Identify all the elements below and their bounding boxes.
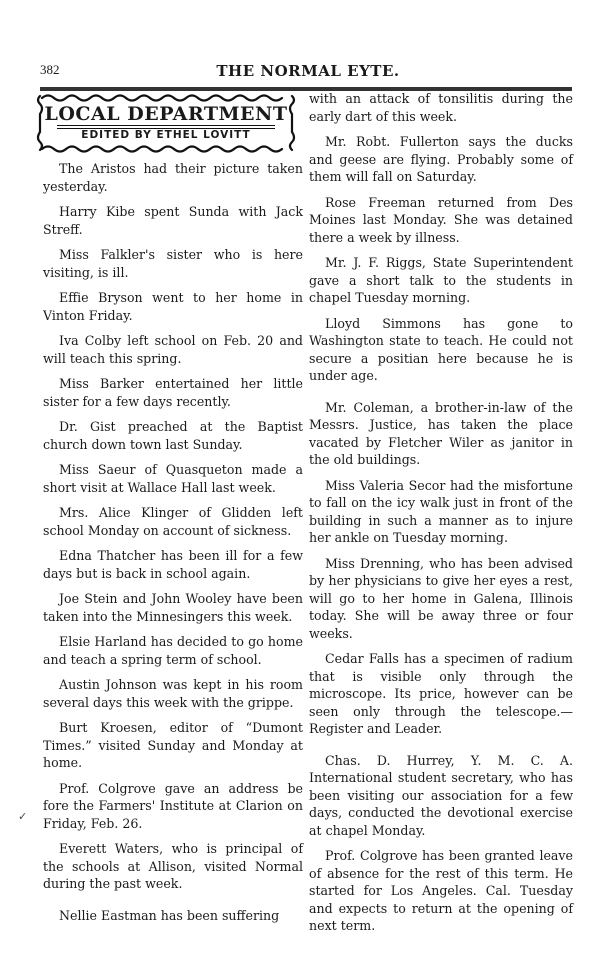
news-item: Mrs. Alice Klinger of Glidden left school Monday on account of sickness. — [43, 505, 303, 538]
news-item: Lloyd Simmons has gone to Washington state to teach. He could not secure a positian here because he is under age. — [309, 315, 573, 383]
news-item: The Aristos had their picture taken yesterday. — [43, 161, 303, 194]
news-item: Mr. Robt. Fullerton says the ducks and geese are flying. Probably some of them will fall on Saturday. — [309, 134, 573, 184]
news-item: Chas. D. Hurrey, Y. M. C. A. International student secretary, who has been visiting our association for a few days, conducted the devotional exercise at chapel Monday. — [309, 752, 573, 838]
news-item: Elsie Harland has decided to go home and teach a spring term of school. — [43, 634, 303, 667]
left-column — [43, 160, 303, 932]
news-item: Effie Bryson went to her home in Vinton Friday. — [43, 290, 303, 323]
news-item: Cedar Falls has a specimen of radium that is visible only through the microscope. Its price, however can be seen only through the telescope.—Register and Leader. — [309, 651, 573, 736]
news-item: Dr. Gist preached at the Baptist church down town last Sunday. — [43, 419, 303, 452]
news-item: Iva Colby left school on Feb. 20 and will teach this spring. — [43, 333, 303, 366]
journal-title: THE NORMAL EYTE. — [216, 62, 400, 80]
news-item: Miss Valeria Secor had the misfortune to fall on the icy walk just in front of the building in such a manner as to injure her ankle on Tuesday morning. — [309, 477, 573, 545]
margin-check-mark: ✓ — [18, 810, 28, 823]
news-item: Everett Waters, who is principal of the schools at Allison, visited Normal during the past week. — [43, 841, 303, 891]
department-heading-box — [32, 92, 300, 154]
news-item: Miss Saeur of Quasqueton made a short visit at Wallace Hall last week. — [43, 462, 303, 495]
news-item-continued: with an attack of tonsilitis during the early dart of this week. — [309, 91, 573, 124]
news-item: Miss Falkler's sister who is here visiting, is ill. — [43, 247, 303, 280]
news-item: Prof. Colgrove gave an address be fore the Farmers' Institute at Clarion on Friday, Feb. 26. — [43, 780, 303, 831]
news-item: Austin Johnson was kept in his room several days this week with the grippe. — [43, 677, 303, 710]
page-header — [40, 62, 576, 84]
news-item: Rose Freeman returned from Des Moines last Monday. She was detained there a week by illness. — [309, 194, 573, 245]
news-item: Miss Drenning, who has been advised by her physicians to give her eyes a rest, will go to her home in Galena, Illinois today. She will be away three or four weeks. — [309, 555, 573, 641]
page-number: 382 — [40, 62, 60, 77]
news-item: Miss Barker entertained her little sister for a few days recently. — [43, 376, 303, 409]
department-editor: EDITED BY ETHEL LOVITT — [81, 129, 251, 141]
news-item: Mr. Coleman, a brother-in-law of the Messrs. Justice, has taken the place vacated by Fletcher Wiler as janitor in the old buildings. — [309, 399, 573, 467]
news-item: Mr. J. F. Riggs, State Superintendent gave a short talk to the students in chapel Tuesday morning. — [309, 255, 573, 305]
news-item: Harry Kibe spent Sunda with Jack Streff. — [43, 204, 303, 237]
news-item: Burt Kroesen, editor of “Dumont Times.” visited Sunday and Monday at home. — [43, 720, 303, 770]
news-item: Joe Stein and John Wooley have been taken into the Minnesingers this week. — [43, 591, 303, 624]
department-title: LOCAL DEPARTMENT — [44, 103, 288, 125]
news-item: Edna Thatcher has been ill for a few days but is back in school again. — [43, 548, 303, 581]
news-item: Nellie Eastman has been suffering — [59, 907, 280, 923]
news-item: Prof. Colgrove has been granted leave of absence for the rest of this term. He started for Los Angeles. Cal. Tuesday and expects to return at the opening of next term. — [309, 848, 573, 933]
right-column — [309, 90, 573, 943]
